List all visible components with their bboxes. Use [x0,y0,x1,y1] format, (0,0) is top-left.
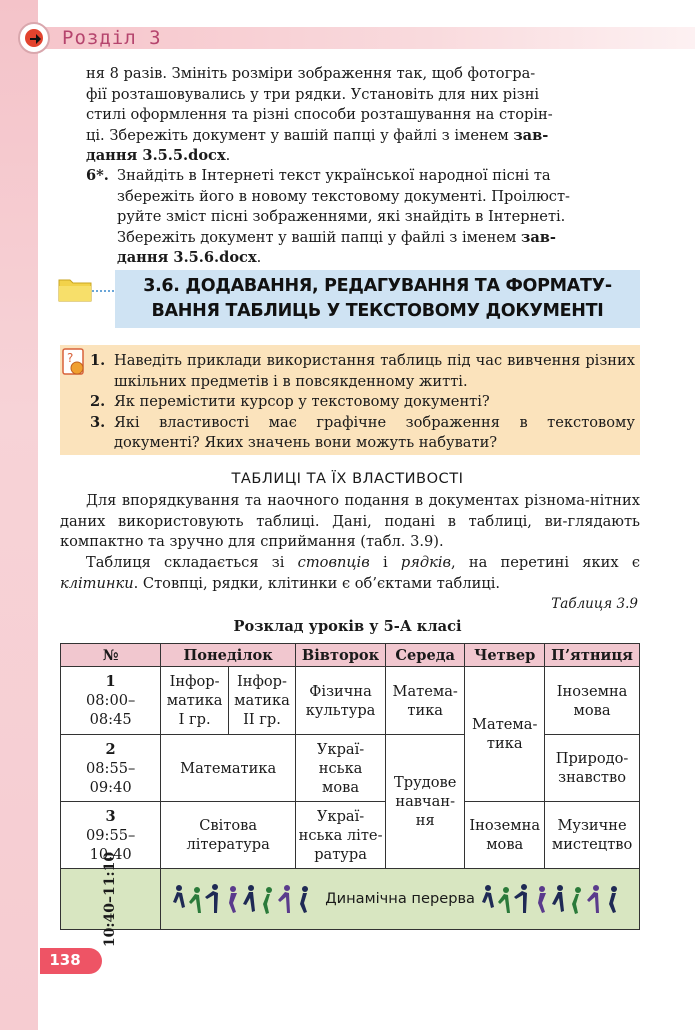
task6-paragraph [117,166,641,269]
table-cell: Інфор- матика ІІ гр. [228,667,295,735]
page-number-badge [40,948,102,974]
table-cell: Украї- нська літе- ратура [296,802,386,869]
paragraph-1: Для впорядкування та наочного подання в документах різнома-нітних даних використовують таблиці. Дані, подані в таблиці, ви-глядають компактно та зручно для сприймання (табл. 3.9). [60,492,640,550]
chapter-title: Розділ 3 [62,27,162,49]
filename: дання 3.5.6.docx [117,249,257,266]
question-item: 1. Наведіть приклади використання таблиць під час вивчення різних шкільних предметів і в повсякденному житті. [90,352,635,390]
task-number: 6*. [86,167,109,184]
lesson-time-cell: 2 08:55– 09:40 [61,735,161,802]
column-header: Четвер [465,644,545,667]
task-line: Збережіть документ у вашій папці у файлі з іменем зав- [117,228,556,246]
table-cell: Світова література [161,802,296,869]
filename: дання 3.5.5.docx [86,147,226,164]
section-title-line: 3.6. ДОДАВАННЯ, РЕДАГУВАННЯ ТА ФОРМАТУ- [143,276,612,296]
question-item: 2. Як перемістити курсор у текстовому документі? [90,393,490,410]
table-cell: Украї- нська мова [296,735,386,802]
intro-line: ці. Збережіть документ у вашій папці у файлі з іменем зав- [86,126,549,144]
page-margin-strip [0,0,38,1030]
break-time-cell: 10:40–11:10 [61,869,161,930]
intro-line: дання 3.5.5.docx. [86,147,231,164]
break-label: Динамічна перерва [325,890,475,907]
table-cell: Природо- знавство [545,735,640,802]
column-header: Вівторок [296,644,386,667]
table-title: Розклад уроків у 5-А класі [233,618,462,635]
table-header-row [61,644,640,667]
filename: зав- [513,126,549,144]
arrow-icon [18,22,50,54]
lesson-time-cell: 1 08:00– 08:45 [61,667,161,735]
dancers-illustration [480,882,630,916]
table-cell: Фізична культура [296,667,386,735]
page-number: 138 [49,951,81,969]
filename: зав- [521,228,556,246]
dancers-illustration [171,882,321,916]
intro-paragraph [86,64,641,167]
table-row [61,735,640,802]
table-cell: Матема- тика [386,667,465,735]
column-header: Середа [386,644,465,667]
task-line: збережіть його в новому текстовому документі. Проілюст- [117,187,570,205]
break-cell [161,869,640,930]
table-cell: Матема- тика [465,667,545,802]
schedule-table [60,643,640,948]
table-caption: Таблиця 3.9 [551,596,638,612]
task-line: Знайдіть в Інтернеті текст української народної пісні та [117,167,551,184]
table-row [61,802,640,869]
column-header: № [61,644,161,667]
intro-line: фії розташовувались у три рядки. Установіть для них різні [86,85,540,103]
subsection-title: ТАБЛИЦІ ТА ЇХ ВЛАСТИВОСТІ [231,470,464,487]
task-line: руйте зміст пісні зображеннями, які знайдіть в Інтернеті. [117,208,566,225]
folder-icon [58,276,92,306]
lesson-time-cell: 3 09:55– 10:40 [61,802,161,869]
svg-text:?: ? [67,351,74,365]
table-cell: Іноземна мова [545,667,640,735]
table-cell: Трудове навчан- ня [386,735,465,869]
question-icon [62,348,86,380]
section-heading [115,270,640,328]
column-header: Понеділок [161,644,296,667]
table-cell: Інфор- матика І гр. [161,667,229,735]
table-row [61,667,640,735]
table-cell: Математика [161,735,296,802]
paragraph-2: Таблиця складається зі стовпців і рядків, на перетині яких є клітинки. Стовпці, рядки, клітинки є об’єктами таблиці. [60,554,640,592]
break-row [61,869,640,930]
intro-line: стилі оформлення та різні способи розташування на сторін- [86,106,553,123]
questions-list [90,351,635,454]
section-title-line: ВАННЯ ТАБЛИЦЬ У ТЕКСТОВОМУ ДОКУМЕНТІ [151,301,604,321]
table-cell: Іноземна мова [465,802,545,869]
table-cell: Музичне мистецтво [545,802,640,869]
column-header: П’ятниця [545,644,640,667]
intro-line: ня 8 разів. Змініть розміри зображення так, щоб фотогра- [86,65,536,82]
question-item: 3. Які властивості має графічне зображення в текстовому документі? Яких значень вони можуть набувати? [90,413,635,451]
dotted-connector [92,290,114,292]
task-line: дання 3.5.6.docx. [117,249,262,266]
